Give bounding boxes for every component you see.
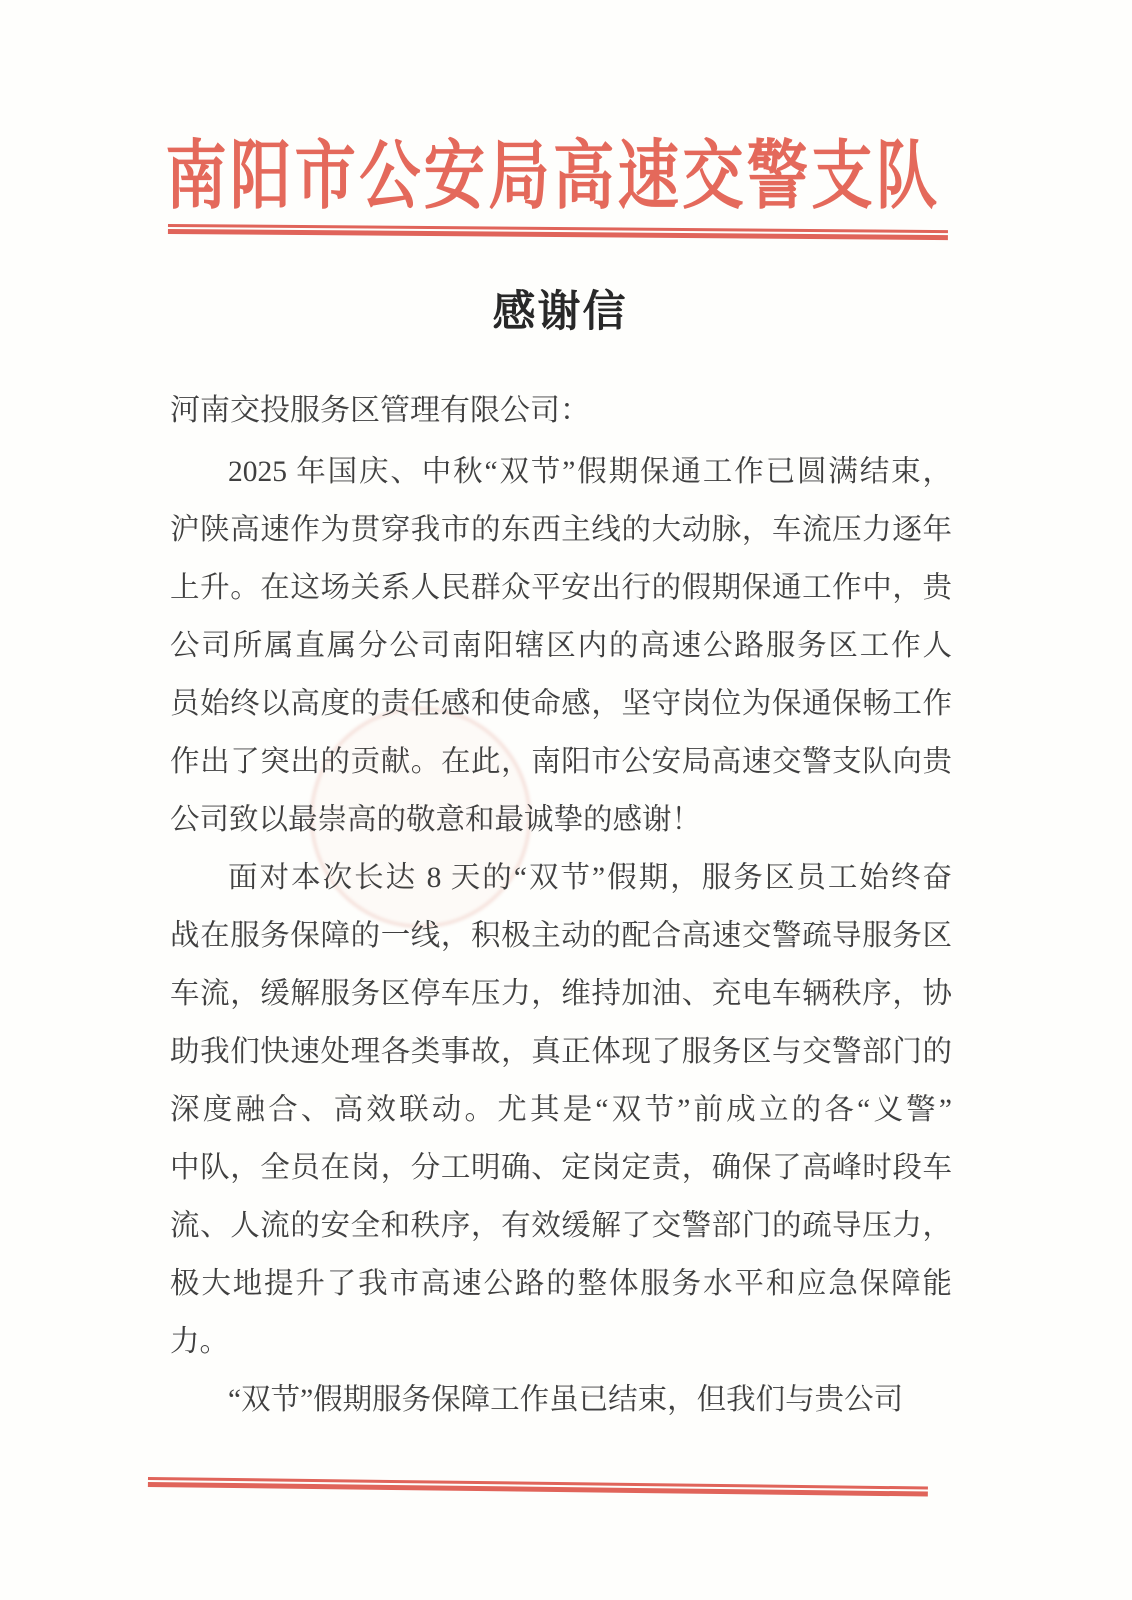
- salutation: 河南交投服务区管理有限公司：: [170, 394, 590, 427]
- body-line: 深度融合、高效联动。尤其是“双节”前成立的各“义警”: [170, 1094, 952, 1126]
- body-line: 车流，缓解服务区停车压力，维持加油、充电车辆秩序，协: [170, 978, 952, 1010]
- body-line: 流、人流的安全和秩序，有效缓解了交警部门的疏导压力，: [170, 1210, 952, 1242]
- body-line: 员始终以高度的责任感和使命感，坚守岗位为保通保畅工作: [170, 688, 952, 720]
- body-line: 中队，全员在岗，分工明确、定岗定责，确保了高峰时段车: [170, 1152, 952, 1184]
- letterhead-title: 南阳市公安局高速交警支队: [165, 134, 941, 219]
- body-line: 2025 年国庆、中秋“双节”假期保通工作已圆满结束，: [228, 456, 952, 488]
- body-line: 极大地提升了我市高速公路的整体服务水平和应急保障能: [170, 1268, 952, 1300]
- body-line: 沪陕高速作为贯穿我市的东西主线的大动脉，车流压力逐年: [170, 514, 952, 546]
- body-line: 力。: [170, 1326, 230, 1358]
- body-line: 公司致以最崇高的敬意和最诚挚的感谢！: [170, 804, 702, 836]
- footer-double-rule: [148, 1477, 928, 1497]
- body-line: 面对本次长达 8 天的“双节”假期，服务区员工始终奋: [228, 862, 952, 894]
- body-line: 作出了突出的贡献。在此，南阳市公安局高速交警支队向贵: [170, 746, 952, 778]
- letterhead: [0, 134, 1106, 219]
- body-line: 公司所属直属分公司南阳辖区内的高速公路服务区工作人: [170, 630, 952, 662]
- header-double-rule: [168, 224, 948, 240]
- body-line: 战在服务保障的一线，积极主动的配合高速交警疏导服务区: [170, 920, 952, 952]
- body-line: 助我们快速处理各类事故，真正体现了服务区与交警部门的: [170, 1036, 952, 1068]
- body-line: 上升。在这场关系人民群众平安出行的假期保通工作中，贵: [170, 572, 952, 604]
- body-line: “双节”假期服务保障工作虽已结束，但我们与贵公司: [228, 1384, 904, 1416]
- letter-body: [170, 443, 952, 1429]
- document-title: 感谢信: [492, 288, 628, 336]
